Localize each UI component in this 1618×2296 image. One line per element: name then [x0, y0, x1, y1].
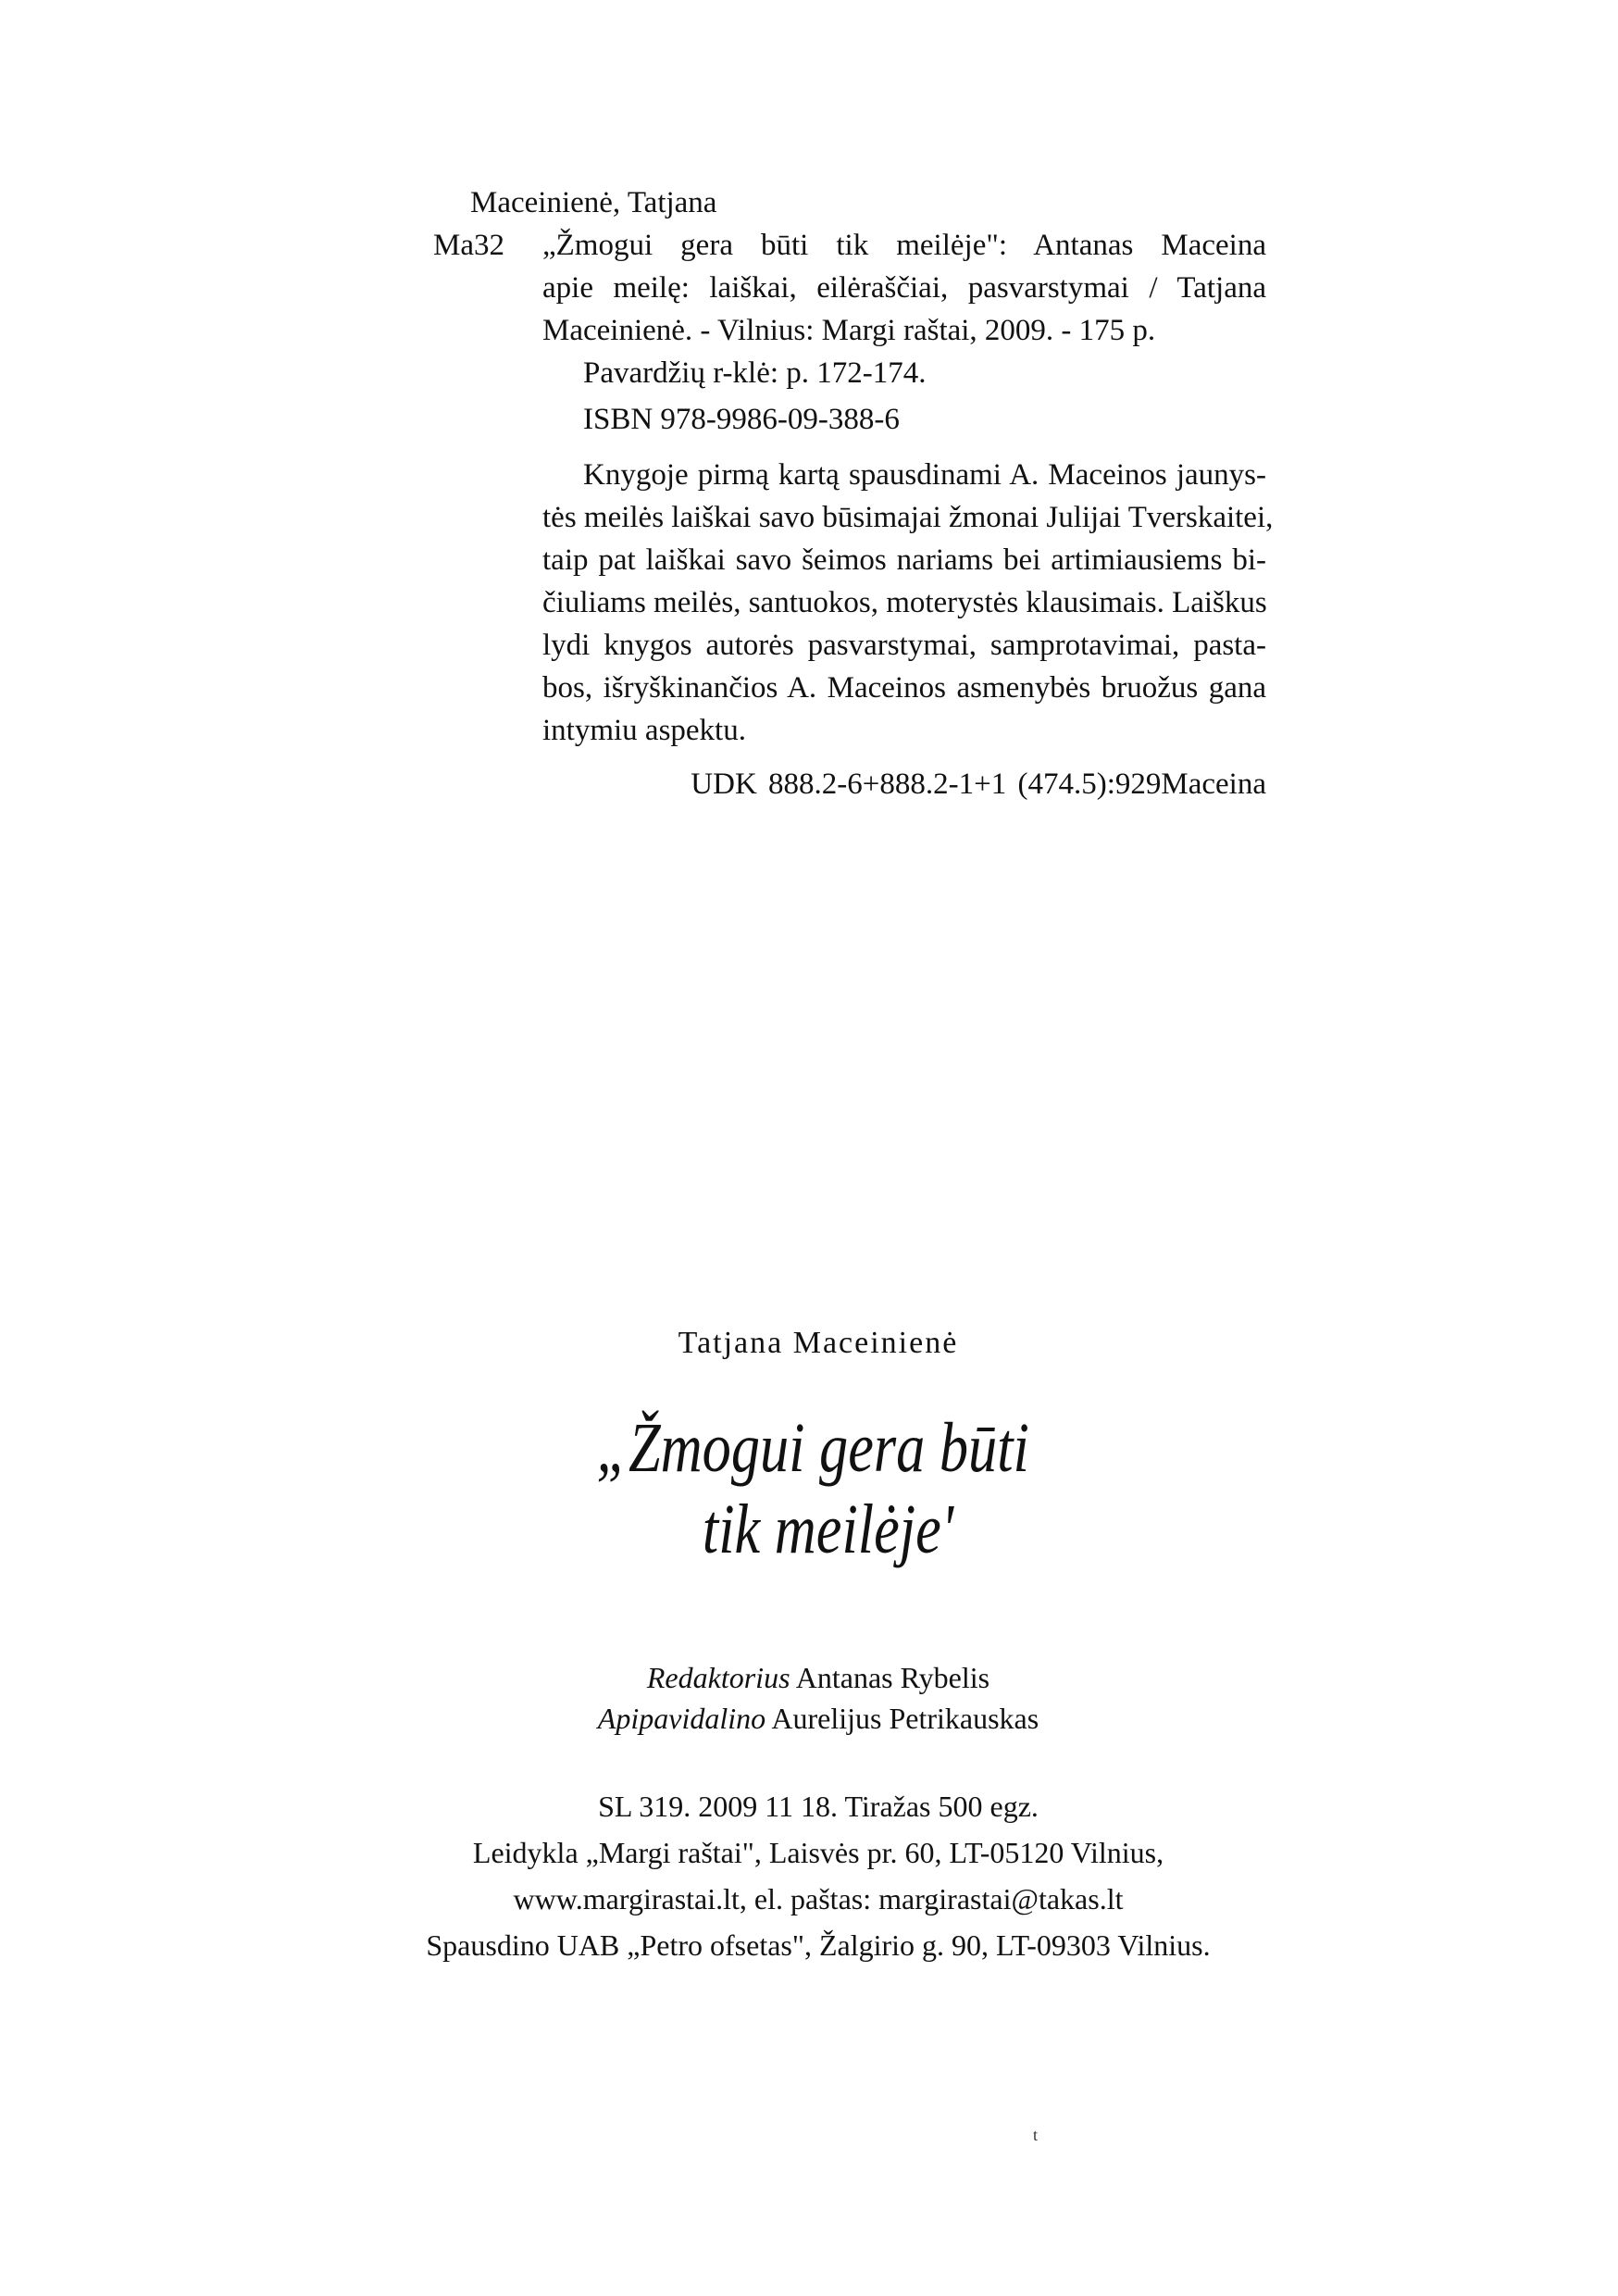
annotation-line: čiuliams meilės, santuokos, moterystės klausimais. Laiškus [542, 586, 1267, 619]
annotation-line: Knygoje pirmą kartą spausdinami A. Maceinos jaunys- [583, 458, 1266, 492]
annotation-line: intymiu aspektu. [542, 714, 746, 747]
catalog-pages-note: Pavardžių r-klė: p. 172-174. [583, 356, 927, 390]
catalog-title-line: „Žmogui gera būti tik meilėje": Antanas Maceina [542, 229, 1266, 262]
credit-designer [0, 1698, 1618, 1739]
credit-editor-role: Redaktorius [646, 1661, 790, 1694]
catalog-annotation [542, 454, 1274, 752]
stray-mark: t [1033, 2126, 1039, 2144]
catalog-body [542, 224, 1274, 805]
annotation-line: lydi knygos autorės pasvarstymai, samprotavimai, pasta- [542, 629, 1266, 662]
catalog-code: Ma32 [433, 229, 504, 262]
catalog-author: Maceinienė, Tatjana [470, 186, 717, 219]
annotation-line: taip pat laiškai savo šeimos nariams bei artimiausiems bi- [542, 543, 1266, 577]
credit-designer-role: Apipavidalino [597, 1702, 766, 1735]
title-author: Tatjana Maceinienė [678, 1326, 959, 1360]
imprint [0, 1783, 1618, 1968]
annotation-line: tės meilės laiškai savo būsimajai žmonai Julijai Tverskaitei, [542, 501, 1274, 534]
catalog-title-line: Maceinienė. - Vilnius: Margi raštai, 2009. - 175 p. [542, 314, 1156, 347]
credit-editor-name: Antanas Rybelis [795, 1661, 990, 1694]
imprint-line: SL 319. 2009 11 18. Tiražas 500 egz. [598, 1790, 1039, 1823]
catalog-isbn: ISBN 978-9986-09-388-6 [583, 403, 900, 436]
book-title [145, 1407, 1472, 1570]
credit-designer-name: Aurelijus Petrikauskas [771, 1702, 1039, 1735]
annotation-line: bos, išryškinančios A. Maceinos asmenybės bruožus gana [542, 671, 1266, 705]
catalog-title-line: apie meilę: laiškai, eilėraščiai, pasvarstymai / Tatjana [542, 271, 1266, 305]
catalog-udk: UDK 888.2-6+888.2-1+1 (474.5):929Maceina [691, 767, 1266, 801]
book-title-line: tik meilėje' [702, 1491, 954, 1568]
book-title-line: „Žmogui gera būti [596, 1409, 1029, 1487]
imprint-line: Spausdino UAB „Petro ofsetas", Žalgirio g. 90, LT-09303 Vilnius. [426, 1928, 1211, 1962]
credits [0, 1657, 1618, 1739]
imprint-line: Leidykla „Margi raštai", Laisvės pr. 60, LT-05120 Vilnius, [472, 1836, 1164, 1869]
imprint-line: www.margirastai.lt, el. paštas: margirastai@takas.lt [513, 1882, 1124, 1915]
credit-editor [0, 1657, 1618, 1698]
